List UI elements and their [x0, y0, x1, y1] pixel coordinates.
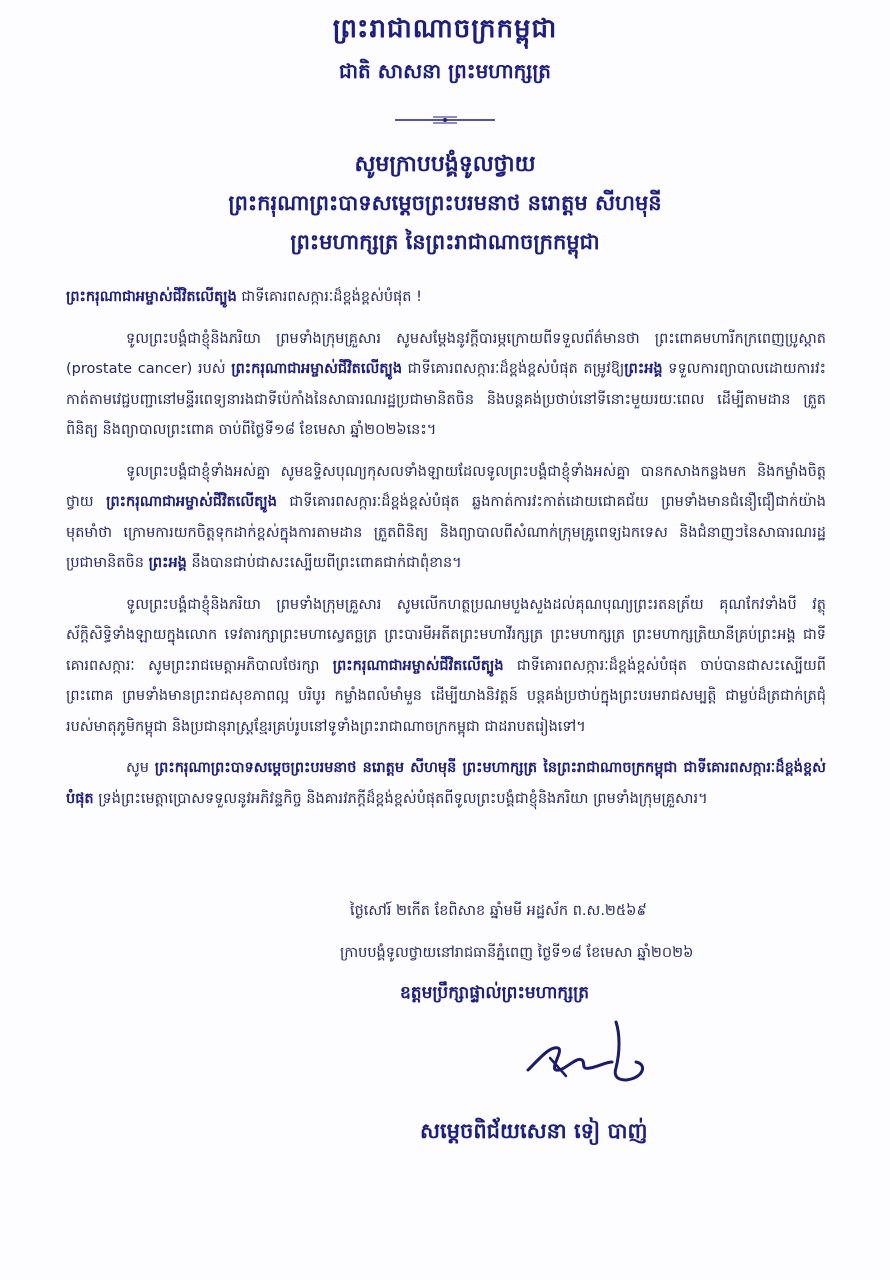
paragraph-2: [66, 457, 826, 579]
salutation: [66, 282, 826, 313]
paragraph-1-bold-1: ព្រះករុណាជាអម្ចាស់ជីវិតលើត្បូង: [231, 361, 403, 377]
kingdom-heading: ព្រះរាជាណាចក្រកម្ពុជា: [332, 14, 558, 44]
paragraph-1-text-c: ជាទីគោរពសក្ការៈដ៏ខ្ពង់ខ្ពស់បំផុត តម្រូវឱ្យ: [402, 361, 625, 377]
place-date-line: ក្រាបបង្គំទូលថ្វាយនៅរាជធានីភ្នំពេញ ថ្ងៃទី១៨ ខែមេសា ឆ្នាំ២០២៦: [340, 945, 694, 961]
paragraph-2-text-c: ជាទីគោរពសក្ការៈដ៏ខ្ពង់ខ្ពស់បំផុត ឆ្លងកាត់ការវះកាត់ដោយជោគជ័យ ព្រមទាំងមានជំនឿជឿជាក់យ៉ាងមុតមាំថា ក្រោមការយកចិត្តទុកដាក់ខ្ពស់ក្នុងការតាមដាន ត្រួតពិនិត្យ និងព្យាបាលពីសំណាក់ក្រុមគ្រូពេទ្យឯកទេស និងជំនាញៗនៃសាធារណរដ្ឋប្រជាមានិតចិន: [66, 494, 826, 571]
paragraph-3-bold-1: ព្រះករុណាជាអម្ចាស់ជីវិតលើត្បូង: [332, 657, 504, 674]
salutation-rest: ជាទីគោរពសក្ការៈដ៏ខ្ពង់ខ្ពស់បំផុត !: [236, 289, 422, 305]
paragraph-3: [66, 590, 826, 743]
letter-body: [66, 282, 826, 825]
paragraph-4-text-a: សូម: [126, 760, 155, 776]
paragraph-4-text-c: ទ្រង់ព្រះមេត្តាប្រោសទទួលនូវអភិវន្ទកិច្ច និងគារវភក្តីដ៏ខ្ពង់ខ្ពស់បំផុតពីទូលព្រះបង្គំជាខ្ញុំនិងភរិយា ព្រមទាំងក្រុមគ្រួសារ។: [93, 790, 708, 807]
paragraph-2-bold-1: ព្រះករុណាជាអម្ចាស់ជីវិតលើត្បូង: [106, 494, 277, 510]
ornament-divider: [395, 116, 495, 124]
paragraph-2-bold-2: ព្រះអង្គ: [148, 555, 187, 571]
signer-title: ឧត្តមប្រឹក្សាផ្ទាល់ព្រះមហាក្សត្រ: [400, 983, 590, 1003]
letter-title-line2: ព្រះករុណាព្រះបាទសម្តេចព្រះបរមនាថ នរោត្តម សីហមុនី: [228, 191, 662, 215]
paragraph-1-bold-2: ព្រះអង្គ: [624, 361, 663, 377]
paragraph-4: [66, 753, 826, 814]
paragraph-3-text-c: ជាទីគោរពសក្ការៈដ៏ខ្ពង់ខ្ពស់បំផុត ចាប់បានជាសះស្បើយពីព្រះពោគ ព្រមទាំងមានព្រះរាជសុខភាពល្អ បរិបូរ កម្លាំងពលំមាំមួន ដើម្បីយាងនិវត្តន៍ បន្តគង់ប្រថាប់ក្នុងព្រះបរមរាជសម្បត្តិ ជាម្លប់ដ៏ត្រជាក់ត្រជុំរបស់មាតុភូមិកម្ពុជា និងប្រជានុរាស្ត្រខ្មែរគ្រប់រូបនៅទូទាំងព្រះរាជាណាចក្រកម្ពុជា ជាដរាបតរៀងទៅ។: [66, 657, 826, 735]
letter-title-line1: សូមក្រាបបង្គំទូលថ្វាយ: [354, 152, 536, 177]
signer-name: សម្តេចពិជ័យសេនា ទៀ បាញ់: [420, 1119, 648, 1143]
salutation-bold: ព្រះករុណាជាអម្ចាស់ជីវិតលើត្បូង: [66, 289, 237, 305]
paragraph-3-text-a: ទូលព្រះបង្គំជាខ្ញុំនិងភរិយា ព្រមទាំងក្រុមគ្រួសារ សូមលើកហត្ថប្រណមបួងសួងដល់គុណបុណ្យព្រះរតនត្រ័យ គុណកែវទាំងបី វត្ថុស័ក្តិសិទ្ធិទាំងឡាយក្នុងលោក ទេវតារក្សាព្រះមហាស្វេតច្ឆត្រ ព្រះបារមីអតីតព្រះមហាវីរក្សត្រ ព្រះមហាក្សត្រ ព្រះមហាក្សត្រិយានីគ្រប់ព្រះអង្គ ជាទីគោរពសក្ការៈ សូមព្រះរាជមេត្តាអភិបាលថែរក្សា: [66, 596, 826, 674]
paragraph-4-bold-1: ព្រះករុណាព្រះបាទសម្តេចព្រះបរមនាថ នរោត្តម សីហមុនី ព្រះមហាក្សត្រ នៃព្រះរាជាណាចក្រកម្ពុជា ជាទីគោរពសក្ការៈដ៏ខ្ពង់ខ្ពស់បំផុត: [66, 760, 826, 807]
letter-title-line3: ព្រះមហាក្សត្រ នៃព្រះរាជាណាចក្រកម្ពុជា: [290, 230, 600, 254]
handwritten-signature: [520, 1018, 650, 1088]
paragraph-1-text-a: ទូលព្រះបង្គំជាខ្ញុំនិងភរិយា ព្រមទាំងក្រុមគ្រួសារ សូមសម្តែងនូវក្តីបារម្ភក្រោយពីទទួលព័ត៌មានថា ព្រះពោគមហារីកក្រពេញប្រូស្តាត (prostate cancer) របស់: [66, 330, 826, 377]
national-motto: ជាតិ សាសនា ព្រះមហាក្សត្រ: [339, 59, 551, 83]
lunar-date-line: ថ្ងៃសៅរ៍ ២កើត ខែពិសាខ ឆ្នាំមមី អដ្ឋស័ក ព.ស.២៥៦៩: [350, 903, 647, 919]
paragraph-2-text-d: នឹងបានជាប់ជាសះស្បើយពីព្រះពោគជាក់ជាពុំខាន។: [186, 555, 462, 571]
paragraph-2-text-a: ទូលព្រះបង្គំជាខ្ញុំទាំងអស់គ្នា សូមឧទ្ទិសបុណ្យកុសលទាំងឡាយដែលទូលព្រះបង្គំជាខ្ញុំទាំងអស់គ្នា បានកសាងកន្លងមក និងកម្លាំងចិត្តថ្វាយ: [66, 463, 826, 510]
paragraph-1: [66, 324, 826, 446]
paragraph-1-text-d: ទទួលការព្យាបាលដោយការវះកាត់តាមវេជ្ជបញ្ជានៅមន្ទីរពេទ្យនារងជាទីប៉េកាំងនៃសាធារណរដ្ឋប្រជាមានិតចិន និងបន្តគង់ប្រថាប់នៅទីនោះមួយរយៈពេល ដើម្បីតាមដាន ត្រួតពិនិត្យ និងព្យាបាលព្រះពោគ ចាប់ពីថ្ងៃទី១៨ ខែមេសា ឆ្នាំ២០២៦នេះ។: [66, 361, 827, 438]
